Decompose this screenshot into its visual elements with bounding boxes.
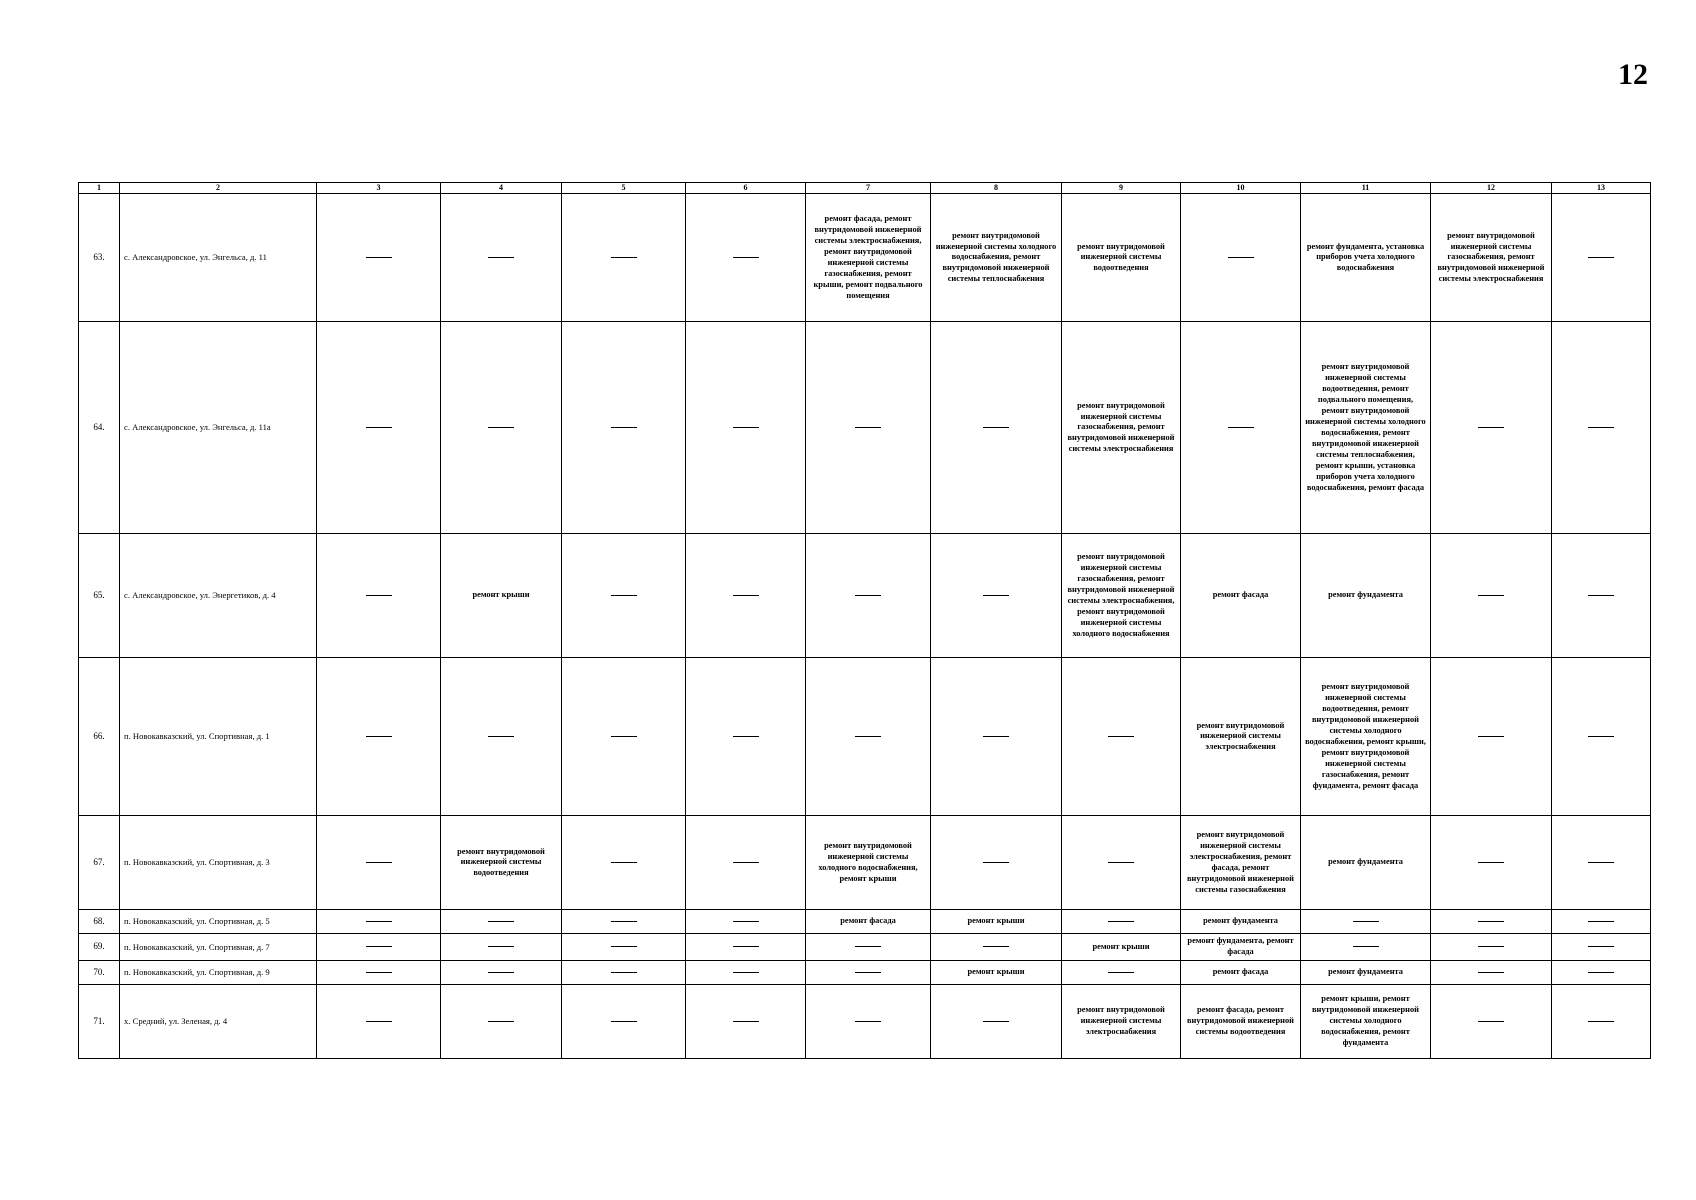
empty-cell	[931, 658, 1062, 816]
empty-cell	[317, 194, 441, 322]
empty-cell	[931, 534, 1062, 658]
work-cell: ремонт внутридомовой инженерной системы электроснабжения	[1062, 985, 1181, 1059]
dash-mark	[983, 862, 1009, 863]
empty-cell	[562, 985, 686, 1059]
table-row	[79, 816, 1651, 910]
column-header: 13	[1552, 183, 1651, 194]
row-number: 64.	[79, 322, 120, 534]
dash-mark	[1108, 972, 1134, 973]
dash-mark	[1108, 862, 1134, 863]
row-number: 63.	[79, 194, 120, 322]
empty-cell	[1431, 658, 1552, 816]
dash-mark	[1108, 736, 1134, 737]
dash-mark	[855, 946, 881, 947]
dash-mark	[1478, 921, 1504, 922]
dash-mark	[855, 427, 881, 428]
empty-cell	[317, 961, 441, 985]
dash-mark	[488, 257, 514, 258]
dash-mark	[1353, 946, 1379, 947]
work-cell: ремонт фасада, ремонт внутридомовой инженерной системы электроснабжения, ремонт внутридомовой инженерной системы газоснабжения, ремонт крыши, ремонт подвального помещения	[806, 194, 931, 322]
dash-mark	[366, 257, 392, 258]
dash-mark	[1478, 1021, 1504, 1022]
empty-cell	[562, 658, 686, 816]
column-header: 1	[79, 183, 120, 194]
dash-mark	[488, 736, 514, 737]
dash-mark	[488, 972, 514, 973]
empty-cell	[317, 910, 441, 934]
empty-cell	[806, 934, 931, 961]
empty-cell	[441, 194, 562, 322]
dash-mark	[1588, 595, 1614, 596]
work-cell: ремонт крыши	[931, 961, 1062, 985]
dash-mark	[1228, 427, 1254, 428]
dash-mark	[611, 921, 637, 922]
dash-mark	[855, 595, 881, 596]
empty-cell	[1181, 322, 1301, 534]
empty-cell	[931, 934, 1062, 961]
table-body	[79, 194, 1651, 1059]
dash-mark	[611, 862, 637, 863]
dash-mark	[611, 257, 637, 258]
empty-cell	[1301, 934, 1431, 961]
empty-cell	[1552, 322, 1651, 534]
dash-mark	[983, 736, 1009, 737]
empty-cell	[686, 961, 806, 985]
work-cell: ремонт внутридомовой инженерной системы электроснабжения, ремонт фасада, ремонт внутридомовой инженерной системы газоснабжения	[1181, 816, 1301, 910]
empty-cell	[1431, 985, 1552, 1059]
dash-mark	[1478, 946, 1504, 947]
dash-mark	[488, 946, 514, 947]
work-cell: ремонт внутридомовой инженерной системы водоотведения	[1062, 194, 1181, 322]
empty-cell	[441, 934, 562, 961]
work-cell: ремонт крыши, ремонт внутридомовой инженерной системы холодного водоснабжения, ремонт фундамента	[1301, 985, 1431, 1059]
empty-cell	[806, 658, 931, 816]
dash-mark	[733, 862, 759, 863]
dash-mark	[1478, 736, 1504, 737]
work-cell: ремонт фасада	[806, 910, 931, 934]
empty-cell	[1552, 910, 1651, 934]
row-number: 65.	[79, 534, 120, 658]
dash-mark	[733, 972, 759, 973]
empty-cell	[562, 961, 686, 985]
empty-cell	[317, 534, 441, 658]
work-cell: ремонт внутридомовой инженерной системы газоснабжения, ремонт внутридомовой инженерной системы электроснабжения	[1431, 194, 1552, 322]
table-row	[79, 934, 1651, 961]
empty-cell	[1552, 934, 1651, 961]
empty-cell	[317, 816, 441, 910]
page-number: 12	[1618, 58, 1648, 91]
empty-cell	[1062, 910, 1181, 934]
empty-cell	[1552, 816, 1651, 910]
column-header: 9	[1062, 183, 1181, 194]
dash-mark	[733, 946, 759, 947]
empty-cell	[931, 816, 1062, 910]
row-number: 68.	[79, 910, 120, 934]
dash-mark	[366, 946, 392, 947]
empty-cell	[1552, 985, 1651, 1059]
dash-mark	[1588, 736, 1614, 737]
dash-mark	[1588, 862, 1614, 863]
column-header: 6	[686, 183, 806, 194]
empty-cell	[441, 658, 562, 816]
empty-cell	[1431, 534, 1552, 658]
dash-mark	[366, 595, 392, 596]
empty-cell	[1431, 322, 1552, 534]
empty-cell	[931, 322, 1062, 534]
dash-mark	[1478, 862, 1504, 863]
work-cell: ремонт внутридомовой инженерной системы водоотведения	[441, 816, 562, 910]
table-row	[79, 322, 1651, 534]
work-cell: ремонт внутридомовой инженерной системы газоснабжения, ремонт внутридомовой инженерной системы электроснабжения	[1062, 322, 1181, 534]
dash-mark	[1588, 946, 1614, 947]
dash-mark	[366, 921, 392, 922]
work-cell: ремонт крыши	[441, 534, 562, 658]
dash-mark	[366, 1021, 392, 1022]
empty-cell	[317, 985, 441, 1059]
address-cell: х. Средний, ул. Зеленая, д. 4	[120, 985, 317, 1059]
work-cell: ремонт внутридомовой инженерной системы холодного водоснабжения, ремонт внутридомовой инженерной системы теплоснабжения	[931, 194, 1062, 322]
dash-mark	[611, 736, 637, 737]
address-cell: с. Александровское, ул. Энергетиков, д. 4	[120, 534, 317, 658]
empty-cell	[1181, 194, 1301, 322]
dash-mark	[983, 427, 1009, 428]
dash-mark	[366, 972, 392, 973]
empty-cell	[1431, 816, 1552, 910]
column-number-row	[79, 183, 1651, 194]
empty-cell	[562, 910, 686, 934]
work-cell: ремонт внутридомовой инженерной системы электроснабжения	[1181, 658, 1301, 816]
table-row	[79, 910, 1651, 934]
dash-mark	[733, 1021, 759, 1022]
address-cell: п. Новокавказский, ул. Спортивная, д. 3	[120, 816, 317, 910]
dash-mark	[488, 921, 514, 922]
empty-cell	[562, 934, 686, 961]
empty-cell	[562, 322, 686, 534]
dash-mark	[366, 736, 392, 737]
empty-cell	[1062, 816, 1181, 910]
column-header: 2	[120, 183, 317, 194]
dash-mark	[1353, 921, 1379, 922]
dash-mark	[983, 946, 1009, 947]
work-cell: ремонт внутридомовой инженерной системы водоотведения, ремонт внутридомовой инженерной системы холодного водоснабжения, ремонт крыши, ремонт внутридомовой инженерной системы газоснабжения, ремонт фундамента, ремонт фасада	[1301, 658, 1431, 816]
table-row	[79, 961, 1651, 985]
dash-mark	[855, 972, 881, 973]
dash-mark	[733, 921, 759, 922]
empty-cell	[1552, 961, 1651, 985]
empty-cell	[686, 816, 806, 910]
dash-mark	[611, 595, 637, 596]
row-number: 67.	[79, 816, 120, 910]
empty-cell	[806, 961, 931, 985]
empty-cell	[686, 658, 806, 816]
dash-mark	[855, 1021, 881, 1022]
empty-cell	[1062, 961, 1181, 985]
empty-cell	[1552, 658, 1651, 816]
column-header: 5	[562, 183, 686, 194]
empty-cell	[1431, 961, 1552, 985]
dash-mark	[1478, 595, 1504, 596]
work-cell: ремонт фундамента	[1301, 961, 1431, 985]
dash-mark	[366, 427, 392, 428]
column-header: 8	[931, 183, 1062, 194]
address-cell: с. Александровское, ул. Энгельса, д. 11	[120, 194, 317, 322]
empty-cell	[1062, 658, 1181, 816]
dash-mark	[488, 1021, 514, 1022]
empty-cell	[686, 194, 806, 322]
empty-cell	[806, 985, 931, 1059]
work-cell: ремонт внутридомовой инженерной системы газоснабжения, ремонт внутридомовой инженерной системы электроснабжения, ремонт внутридомовой инженерной системы холодного водоснабжения	[1062, 534, 1181, 658]
work-cell: ремонт фасада, ремонт внутридомовой инженерной системы водоотведения	[1181, 985, 1301, 1059]
table-row	[79, 534, 1651, 658]
dash-mark	[488, 427, 514, 428]
work-cell: ремонт фундамента, установка приборов учета холодного водоснабжения	[1301, 194, 1431, 322]
empty-cell	[317, 934, 441, 961]
dash-mark	[733, 595, 759, 596]
address-cell: п. Новокавказский, ул. Спортивная, д. 7	[120, 934, 317, 961]
dash-mark	[1478, 972, 1504, 973]
row-number: 71.	[79, 985, 120, 1059]
empty-cell	[686, 910, 806, 934]
dash-mark	[366, 862, 392, 863]
empty-cell	[562, 194, 686, 322]
row-number: 69.	[79, 934, 120, 961]
dash-mark	[1588, 257, 1614, 258]
empty-cell	[686, 322, 806, 534]
address-cell: п. Новокавказский, ул. Спортивная, д. 5	[120, 910, 317, 934]
work-cell: ремонт крыши	[931, 910, 1062, 934]
column-header: 7	[806, 183, 931, 194]
work-cell: ремонт фасада	[1181, 534, 1301, 658]
empty-cell	[441, 985, 562, 1059]
row-number: 66.	[79, 658, 120, 816]
address-cell: п. Новокавказский, ул. Спортивная, д. 9	[120, 961, 317, 985]
dash-mark	[733, 736, 759, 737]
empty-cell	[686, 534, 806, 658]
column-header: 12	[1431, 183, 1552, 194]
column-header: 4	[441, 183, 562, 194]
dash-mark	[1588, 1021, 1614, 1022]
empty-cell	[317, 322, 441, 534]
empty-cell	[317, 658, 441, 816]
empty-cell	[1431, 910, 1552, 934]
dash-mark	[855, 736, 881, 737]
work-cell: ремонт фасада	[1181, 961, 1301, 985]
dash-mark	[1228, 257, 1254, 258]
empty-cell	[441, 322, 562, 534]
dash-mark	[611, 427, 637, 428]
empty-cell	[686, 985, 806, 1059]
empty-cell	[1431, 934, 1552, 961]
work-cell: ремонт внутридомовой инженерной системы холодного водоснабжения, ремонт крыши	[806, 816, 931, 910]
dash-mark	[733, 257, 759, 258]
dash-mark	[611, 1021, 637, 1022]
empty-cell	[1301, 910, 1431, 934]
work-cell: ремонт крыши	[1062, 934, 1181, 961]
empty-cell	[686, 934, 806, 961]
work-cell: ремонт внутридомовой инженерной системы водоотведения, ремонт подвального помещения, ремонт внутридомовой инженерной системы холодного водоснабжения, ремонт внутридомовой инженерной системы теплоснабжения, ремонт крыши, установка приборов учета холодного водоснабжения, ремонт фасада	[1301, 322, 1431, 534]
column-header: 3	[317, 183, 441, 194]
column-header: 11	[1301, 183, 1431, 194]
dash-mark	[733, 427, 759, 428]
dash-mark	[611, 972, 637, 973]
dash-mark	[1588, 427, 1614, 428]
work-cell: ремонт фундамента	[1301, 816, 1431, 910]
empty-cell	[806, 322, 931, 534]
dash-mark	[611, 946, 637, 947]
work-cell: ремонт фундамента, ремонт фасада	[1181, 934, 1301, 961]
dash-mark	[1478, 427, 1504, 428]
table-row	[79, 658, 1651, 816]
column-header: 10	[1181, 183, 1301, 194]
empty-cell	[441, 961, 562, 985]
empty-cell	[931, 985, 1062, 1059]
empty-cell	[562, 816, 686, 910]
empty-cell	[1552, 534, 1651, 658]
address-cell: с. Александровское, ул. Энгельса, д. 11а	[120, 322, 317, 534]
empty-cell	[806, 534, 931, 658]
empty-cell	[1552, 194, 1651, 322]
repair-schedule-table	[78, 182, 1651, 1059]
work-cell: ремонт фундамента	[1301, 534, 1431, 658]
row-number: 70.	[79, 961, 120, 985]
dash-mark	[983, 595, 1009, 596]
dash-mark	[1108, 921, 1134, 922]
empty-cell	[441, 910, 562, 934]
dash-mark	[1588, 921, 1614, 922]
address-cell: п. Новокавказский, ул. Спортивная, д. 1	[120, 658, 317, 816]
dash-mark	[983, 1021, 1009, 1022]
table-row	[79, 985, 1651, 1059]
work-cell: ремонт фундамента	[1181, 910, 1301, 934]
table-row	[79, 194, 1651, 322]
dash-mark	[1588, 972, 1614, 973]
empty-cell	[562, 534, 686, 658]
